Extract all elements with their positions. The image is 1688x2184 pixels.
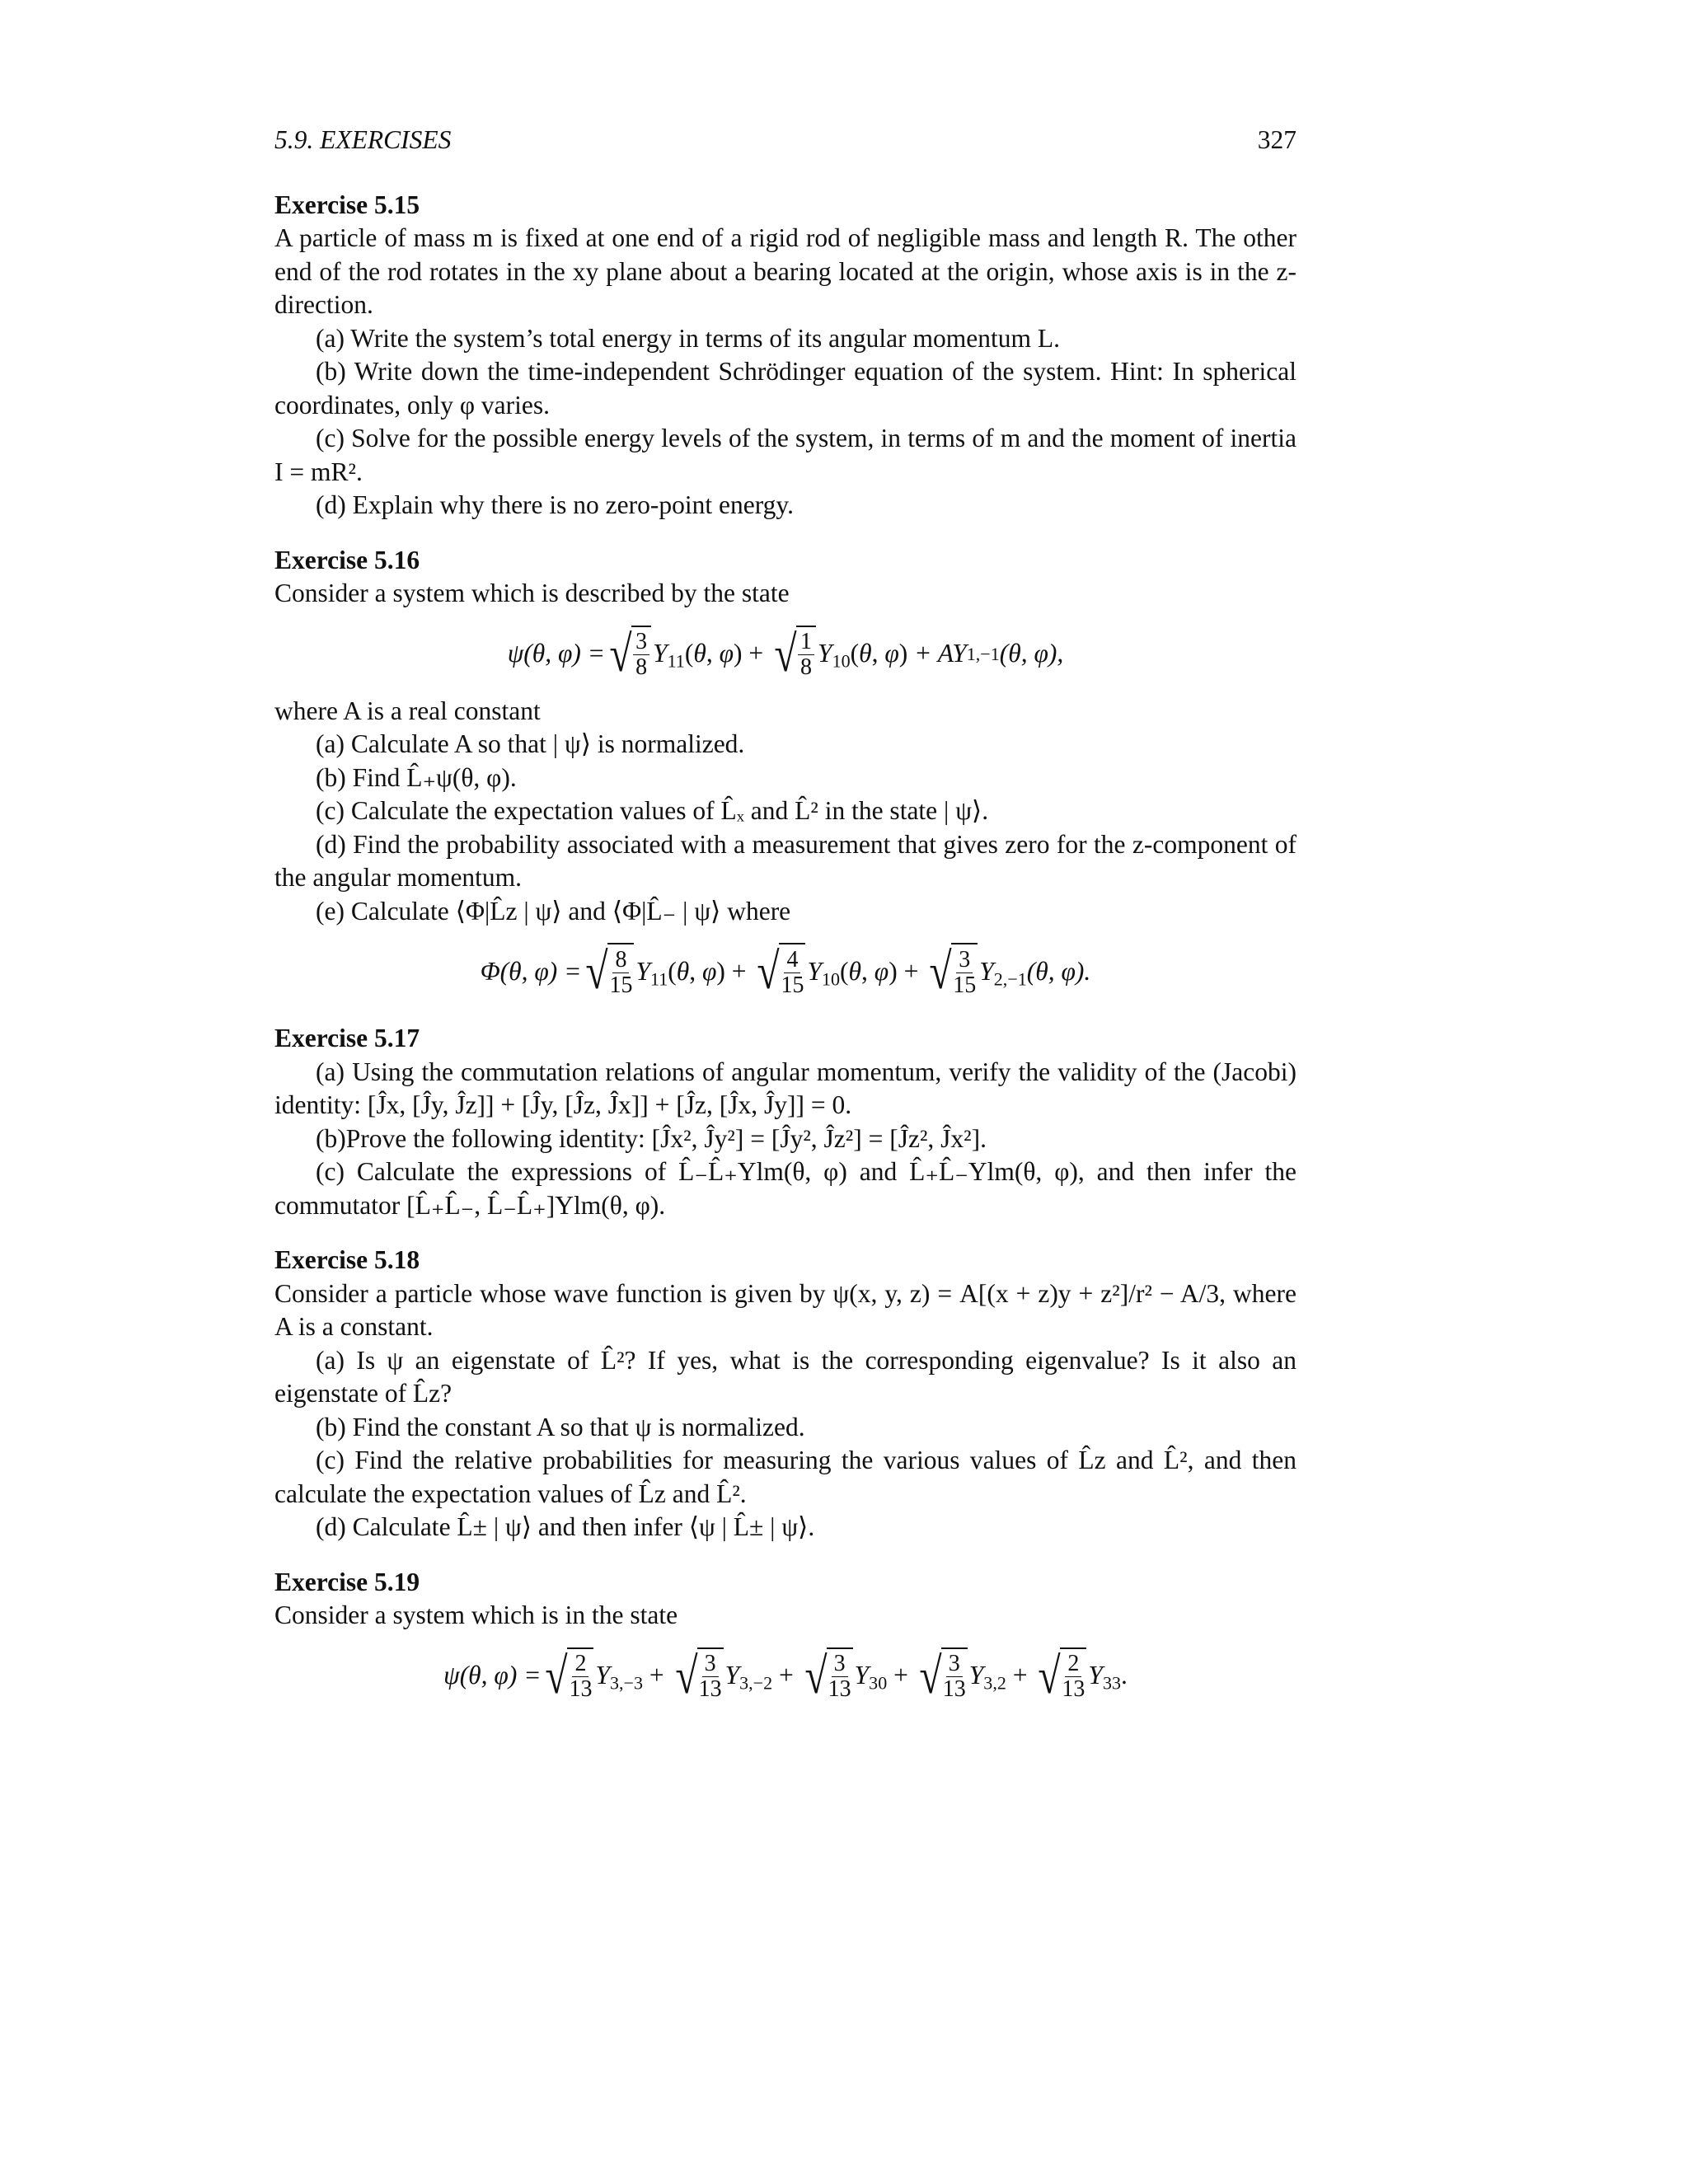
eq3-den-4: 13 [942,1676,966,1702]
eq1-lhs: ψ(θ, φ) = [507,639,606,668]
equation-psi-5-16: ψ(θ, φ) = √ $\frac{3}{8}$ $Y_{11}(\theta$, φ) + √ $\frac{1}{8}$ $Y_{10}(\theta$, φ) + AY 1,−1 (θ, φ), [507,626,1064,682]
eq2-den-1: 15 [609,972,633,998]
exercise-5-17-title: Exercise 5.17 [274,1024,420,1052]
eq1-den-1: 8 [635,654,648,680]
exercise-5-15-title: Exercise 5.15 [274,190,420,219]
eq3-den-3: 13 [828,1676,851,1702]
eq3-sub-5: 33 [1102,1672,1121,1694]
eq3-lhs: ψ(θ, φ) = [443,1661,542,1690]
eq2-den-3: 15 [953,972,977,998]
page [274,124,1296,1717]
exercise-5-15-text: A particle of mass m is fixed at one end of a rigid rod of negligible mass and length R. The other end of the rod rotates in the xy plane about a bearing located at the origin, whose axis is in the z-direction. [274,223,1296,319]
eq3-sqrt-4: √ $\frac{3}{13}$ [919,1647,966,1704]
eq3-sqrt-3: √ $\frac{3}{13}$ [804,1647,851,1704]
eq3-num-4: 3 [946,1652,963,1677]
exercise-5-19-title: Exercise 5.19 [274,1567,420,1596]
exercise-5-18-text: Consider a particle whose wave function is given by ψ(x, y, z) = A[(x + z)y + z²]/r² − A/3, where A is a constant. [274,1278,1296,1341]
exercise-5-16-a: (a) Calculate A so that | ψ⟩ is normalized. [316,729,745,758]
eq2-sub-2: 10 [821,968,841,990]
exercise-5-16-title: Exercise 5.16 [274,545,420,574]
eq2-den-2: 15 [781,972,804,998]
eq3-sub-3: 30 [869,1672,888,1694]
exercise-5-17-a: (a) Using the commutation relations of angular momentum, verify the validity of the (Jacobi) identity: [Ĵx, [Ĵy, Ĵz]] + [Ĵy, [Ĵz, Ĵx]] + [Ĵz, [Ĵx, Ĵy]] = 0. [274,1057,1296,1119]
eq1-tail: + AY [914,639,967,668]
section-title: 5.9. EXERCISES [274,125,452,154]
exercise-5-16-e: (e) Calculate ⟨Φ|L̂z | ψ⟩ and ⟨Φ|L̂₋ | ψ⟩ where [316,896,791,926]
eq3-den-2: 13 [698,1676,722,1702]
equation-psi-5-19: ψ(θ, φ) = √ $\frac{2}{13}$ $Y_{3,-3}$ + √ $\frac{3}{13}$ $Y_{3,-2}$ + √ $\frac{3}{13}$ $Y_{30}$ + √ $\frac{3}{13}$ $Y_{3,2}$ + √ $\frac{2}{13}$ $Y_{33}$. [443,1647,1128,1704]
exercise-5-15-a: (a) Write the system’s total energy in terms of its angular momentum L. [316,323,1060,353]
eq3-num-3: 3 [832,1652,848,1677]
exercise-5-16-d: (d) Find the probability associated with a measurement that gives zero for the z-component of the angular momentum. [274,829,1296,892]
eq3-sqrt-2: √ $\frac{3}{13}$ [674,1647,722,1704]
exercise-5-18-a: (a) Is ψ an eigenstate of L̂²? If yes, what is the corresponding eigenvalue? Is it also an eigenstate of L̂z? [274,1345,1296,1408]
eq1-num-1: 3 [633,630,649,655]
eq2-end: (θ, φ). [1026,956,1091,986]
eq3-den-5: 13 [1062,1676,1085,1702]
eq3-sub-2: 3,−2 [739,1672,773,1694]
eq2-num-3: 3 [956,948,973,973]
exercise-5-16-after-eq: where A is a real constant [274,696,541,725]
exercise-5-18-d: (d) Calculate L̂± | ψ⟩ and then infer ⟨ψ | L̂± | ψ⟩. [316,1512,815,1541]
eq3-den-1: 13 [569,1676,593,1702]
eq2-sub-1: 11 [650,968,668,990]
eq2-sqrt-2: √ $\frac{4}{15}$ [757,944,804,1000]
eq1-num-2: 1 [798,630,814,655]
eq1-den-2: 8 [800,654,813,680]
eq2-sqrt-1: √ $\frac{8}{15}$ [585,944,633,1000]
exercise-5-18-b: (b) Find the constant A so that ψ is normalized. [316,1412,805,1441]
eq1-sqrt-2: √ $\frac{1}{8}$ [771,626,816,683]
exercise-5-17-b: (b)Prove the following identity: [Ĵx², Ĵy²] = [Ĵy², Ĵz²] = [Ĵz², Ĵx²]. [316,1123,987,1153]
eq3-sub-1: 3,−3 [610,1672,644,1694]
eq1-sub-1: 11 [667,650,685,672]
exercise-5-15-c: (c) Solve for the possible energy levels of the system, in terms of m and the moment of inertia I = mR². [274,424,1296,486]
exercise-5-16-c: (c) Calculate the expectation values of L̂ₓ and L̂² in the state | ψ⟩. [316,796,989,825]
eq2-sqrt-3: √ $\frac{3}{15}$ [929,944,977,1000]
exercise-5-19-intro: Consider a system which is in the state [274,1601,678,1629]
exercise-5-18-title: Exercise 5.18 [274,1245,420,1274]
eq3-num-5: 2 [1065,1652,1081,1677]
exercise-5-16-b: (b) Find L̂₊ψ(θ, φ). [316,762,517,792]
equation-phi-5-16: Φ(θ, φ) = √ $\frac{8}{15}$ $Y_{11}(\theta$, φ) + √ $\frac{4}{15}$ $Y_{10}(\theta$, φ) + √ $\frac{3}{15}$ $Y_{2,-1}$ (θ, φ). [480,944,1091,1000]
exercise-5-18-c: (c) Find the relative probabilities for measuring the various values of L̂z and L̂², and then calculate the expectation values of L̂z and L̂². [274,1446,1296,1508]
eq2-num-2: 4 [784,948,800,973]
eq2-sub-3: 2,−1 [993,968,1027,990]
exercise-5-15-b: (b) Write down the time-independent Schrödinger equation of the system. Hint: In spherical coordinates, only φ varies. [274,357,1296,419]
eq3-sqrt-1: √ $\frac{2}{13}$ [545,1647,593,1704]
exercise-5-17-c: (c) Calculate the expressions of L̂₋L̂₊Ylm(θ, φ) and L̂₊L̂₋Ylm(θ, φ), and then infer the commutator [L̂₊L̂₋, L̂₋L̂₊]Ylm(θ, φ). [274,1157,1296,1220]
exercise-5-15-d: (d) Explain why there is no zero-point energy. [316,490,794,519]
eq3-num-2: 3 [702,1652,719,1677]
eq3-sqrt-5: √ $\frac{2}{13}$ [1038,1647,1085,1704]
eq3-sub-4: 3,2 [983,1672,1006,1694]
eq2-lhs: Φ(θ, φ) = [480,956,582,986]
page-number: 327 [1257,125,1296,154]
exercise-5-16-intro: Consider a system which is described by the state [274,579,790,607]
eq3-num-1: 2 [572,1652,588,1677]
eq1-sqrt-1: √ $\frac{3}{8}$ [607,626,651,683]
running-header [274,124,1296,157]
eq1-sub-2: 10 [832,650,851,672]
eq2-num-1: 8 [612,948,629,973]
eq1-end: (θ, φ), [999,639,1064,668]
